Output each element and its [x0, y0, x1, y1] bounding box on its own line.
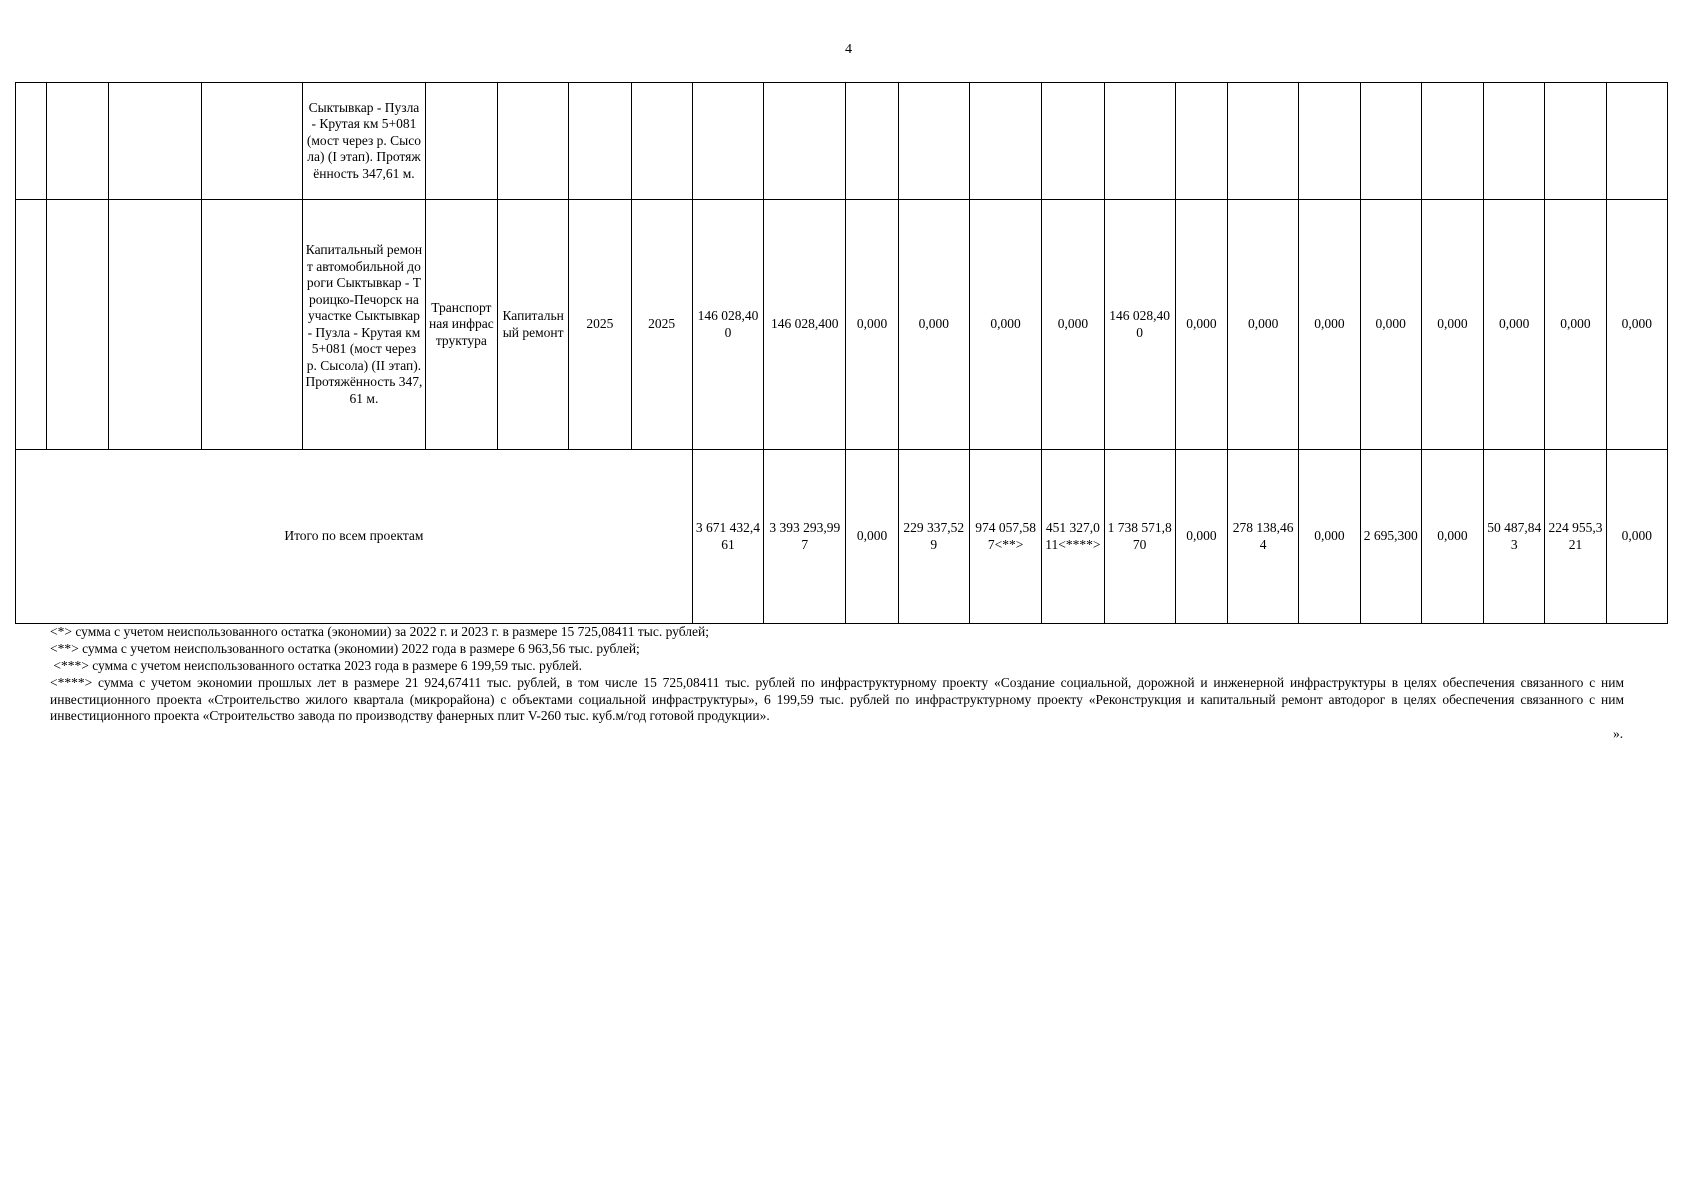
value-cell: 146 028,400	[692, 200, 763, 450]
empty-cell	[1042, 83, 1104, 200]
value-cell: 0,000	[846, 200, 898, 450]
table-row-project	[16, 200, 1668, 450]
empty-cell	[201, 200, 302, 450]
empty-cell	[109, 200, 201, 450]
total-value-cell: 3 393 293,997	[764, 450, 846, 624]
empty-cell	[569, 83, 631, 200]
empty-cell	[16, 83, 47, 200]
empty-cell	[498, 83, 569, 200]
total-value-cell: 1 738 571,870	[1104, 450, 1175, 624]
total-value-cell: 50 487,843	[1484, 450, 1545, 624]
infrastructure-projects-table	[15, 82, 1668, 624]
empty-cell	[1421, 83, 1483, 200]
table-row-continuation	[16, 83, 1668, 200]
total-value-cell: 229 337,529	[898, 450, 969, 624]
total-value-cell: 0,000	[1606, 450, 1667, 624]
value-cell: 0,000	[1228, 200, 1299, 450]
footnote: <**> сумма с учетом неиспользованного остатка (экономии) 2022 года в размере 6 963,56 тыс. рублей;	[50, 641, 640, 656]
footnote: <*> сумма с учетом неиспользованного остатка (экономии) за 2022 г. и 2023 г. в размере 15 725,08411 тыс. рублей;	[50, 624, 709, 639]
total-value-cell: 3 671 432,461	[692, 450, 763, 624]
empty-cell	[1228, 83, 1299, 200]
total-value-cell: 0,000	[846, 450, 898, 624]
empty-cell	[764, 83, 846, 200]
value-cell: 0,000	[1606, 200, 1667, 450]
empty-cell	[1175, 83, 1227, 200]
project-name-cell: Сыктывкар - Пузла - Крутая км 5+081 (мост через р. Сысола) (I этап). Протяжённость 347,61 м.	[303, 83, 426, 200]
empty-cell	[1606, 83, 1667, 200]
value-cell: 0,000	[1299, 200, 1360, 450]
value-cell: 0,000	[1421, 200, 1483, 450]
footnote: <***> сумма с учетом неиспользованного остатка 2023 года в размере 6 199,59 тыс. рублей.	[50, 658, 583, 673]
value-cell: 0,000	[1042, 200, 1104, 450]
work-type-cell: Капитальный ремонт	[498, 200, 569, 450]
total-value-cell: 2 695,300	[1360, 450, 1421, 624]
footnote-paragraph: <****> сумма с учетом экономии прошлых лет в размере 21 924,67411 тыс. рублей, в том числе 15 725,08411 тыс. рублей по инфраструктурному проекту «Создание социальной, дорожной и инженерной инфраструктуры в целях обеспечения связанного с ним инвестиционного проекта «Строительство жилого квартала (микрорайона) с объектами социальной инфраструктуры», 6 199,59 тыс. рублей по инфраструктурному проекту «Реконструкция и капитальный ремонт автодорог в целях обеспечения связанного с ним инвестиционного проекта «Строительство завода по производству фанерных плит V-260 тыс. куб.м/год готовой продукции».	[50, 675, 1624, 723]
total-label-cell: Итого по всем проектам	[16, 450, 693, 624]
total-value-cell: 0,000	[1175, 450, 1227, 624]
sphere-cell: Транспортная инфраструктура	[425, 200, 497, 450]
empty-cell	[898, 83, 969, 200]
empty-cell	[201, 83, 302, 200]
page-number: 4	[845, 42, 852, 57]
value-cell: 0,000	[1360, 200, 1421, 450]
total-value-cell: 278 138,464	[1228, 450, 1299, 624]
value-cell: 0,000	[1484, 200, 1545, 450]
empty-cell	[1360, 83, 1421, 200]
empty-cell	[1484, 83, 1545, 200]
empty-cell	[846, 83, 898, 200]
empty-cell	[47, 83, 109, 200]
value-cell: 0,000	[969, 200, 1041, 450]
empty-cell	[425, 83, 497, 200]
empty-cell	[109, 83, 201, 200]
end-year-cell: 2025	[631, 200, 692, 450]
empty-cell	[692, 83, 763, 200]
value-cell: 0,000	[1175, 200, 1227, 450]
closing-quote: ».	[1613, 726, 1624, 741]
total-value-cell: 974 057,587<**>	[969, 450, 1041, 624]
table-row-total	[16, 450, 1668, 624]
project-name-cell: Капитальный ремонт автомобильной дороги Сыктывкар - Троицко-Печорск на участке Сыктывкар - Пузла - Крутая км 5+081 (мост через р. Сысола) (II этап). Протяжённость 347,61 м.	[303, 200, 426, 450]
total-value-cell: 0,000	[1299, 450, 1360, 624]
value-cell: 146 028,400	[1104, 200, 1175, 450]
empty-cell	[969, 83, 1041, 200]
start-year-cell: 2025	[569, 200, 631, 450]
empty-cell	[1299, 83, 1360, 200]
total-value-cell: 451 327,011<****>	[1042, 450, 1104, 624]
empty-cell	[1545, 83, 1606, 200]
empty-cell	[16, 200, 47, 450]
total-value-cell: 0,000	[1421, 450, 1483, 624]
total-value-cell: 224 955,321	[1545, 450, 1606, 624]
value-cell: 146 028,400	[764, 200, 846, 450]
value-cell: 0,000	[1545, 200, 1606, 450]
empty-cell	[1104, 83, 1175, 200]
value-cell: 0,000	[898, 200, 969, 450]
empty-cell	[631, 83, 692, 200]
empty-cell	[47, 200, 109, 450]
